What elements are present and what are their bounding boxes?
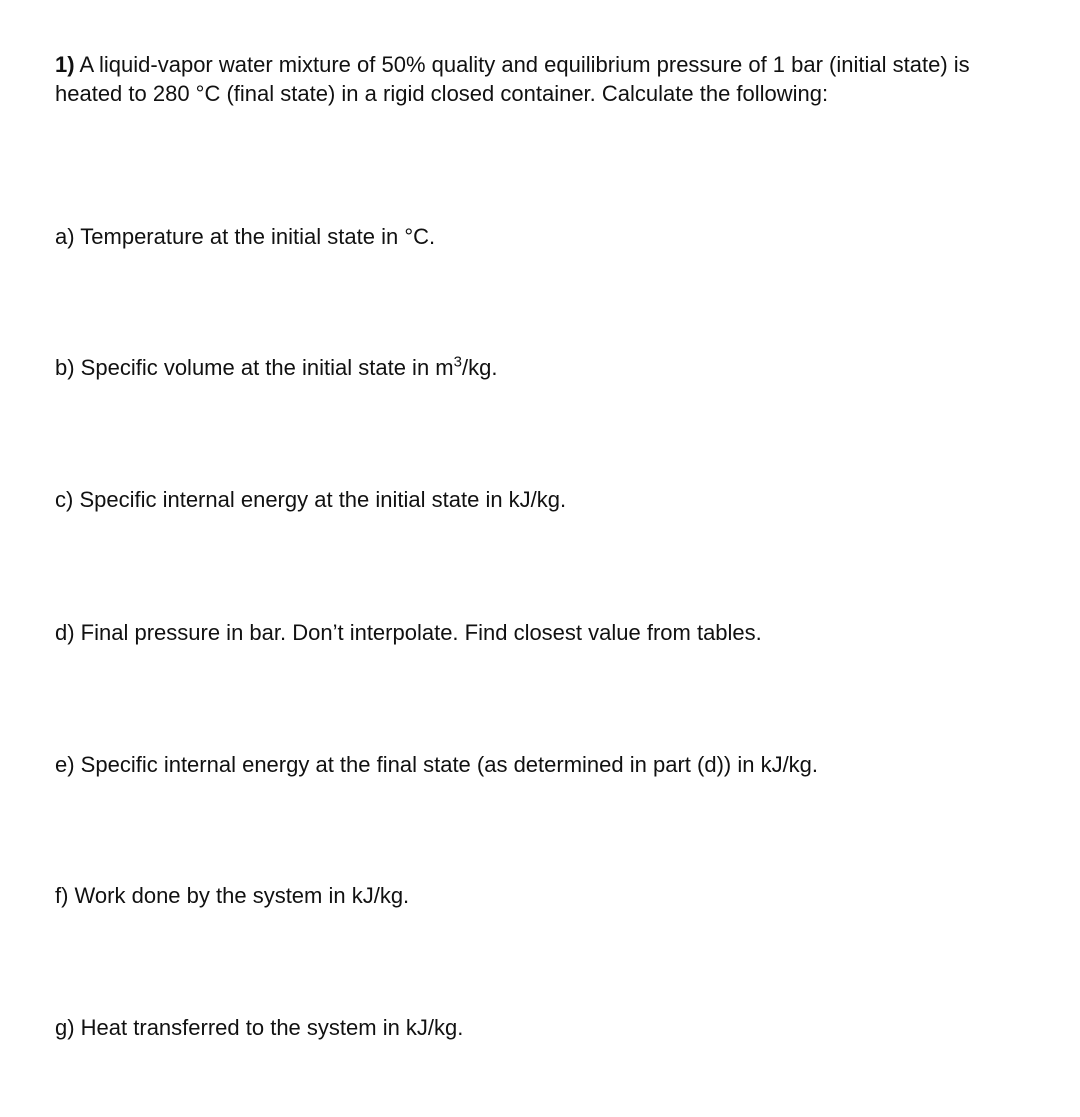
problem-statement-text: A liquid-vapor water mixture of 50% quality and equilibrium pressure of 1 bar (initial state) is heated to 280 °C (final state) in a rigid closed container. Calculate the following: (55, 52, 970, 106)
part-d-question: d) Final pressure in bar. Don’t interpolate. Find closest value from tables. (55, 620, 762, 645)
part-b-text: b) Specific volume at the initial state in m (55, 355, 454, 380)
problem-statement (55, 50, 1025, 108)
part-f-question: f) Work done by the system in kJ/kg. (55, 883, 410, 908)
part-e-question: e) Specific internal energy at the final state (as determined in part (d)) in kJ/kg. (55, 752, 819, 777)
part-c-question: c) Specific internal energy at the initial state in kJ/kg. (55, 487, 567, 512)
problem-number: 1) (55, 52, 75, 77)
part-a-question: a) Temperature at the initial state in °C. (55, 224, 436, 249)
part-b-question (55, 353, 497, 382)
part-b-superscript: 3 (453, 353, 462, 371)
part-b-unit-suffix: /kg. (461, 355, 498, 380)
part-g-question: g) Heat transferred to the system in kJ/kg. (55, 1015, 464, 1040)
